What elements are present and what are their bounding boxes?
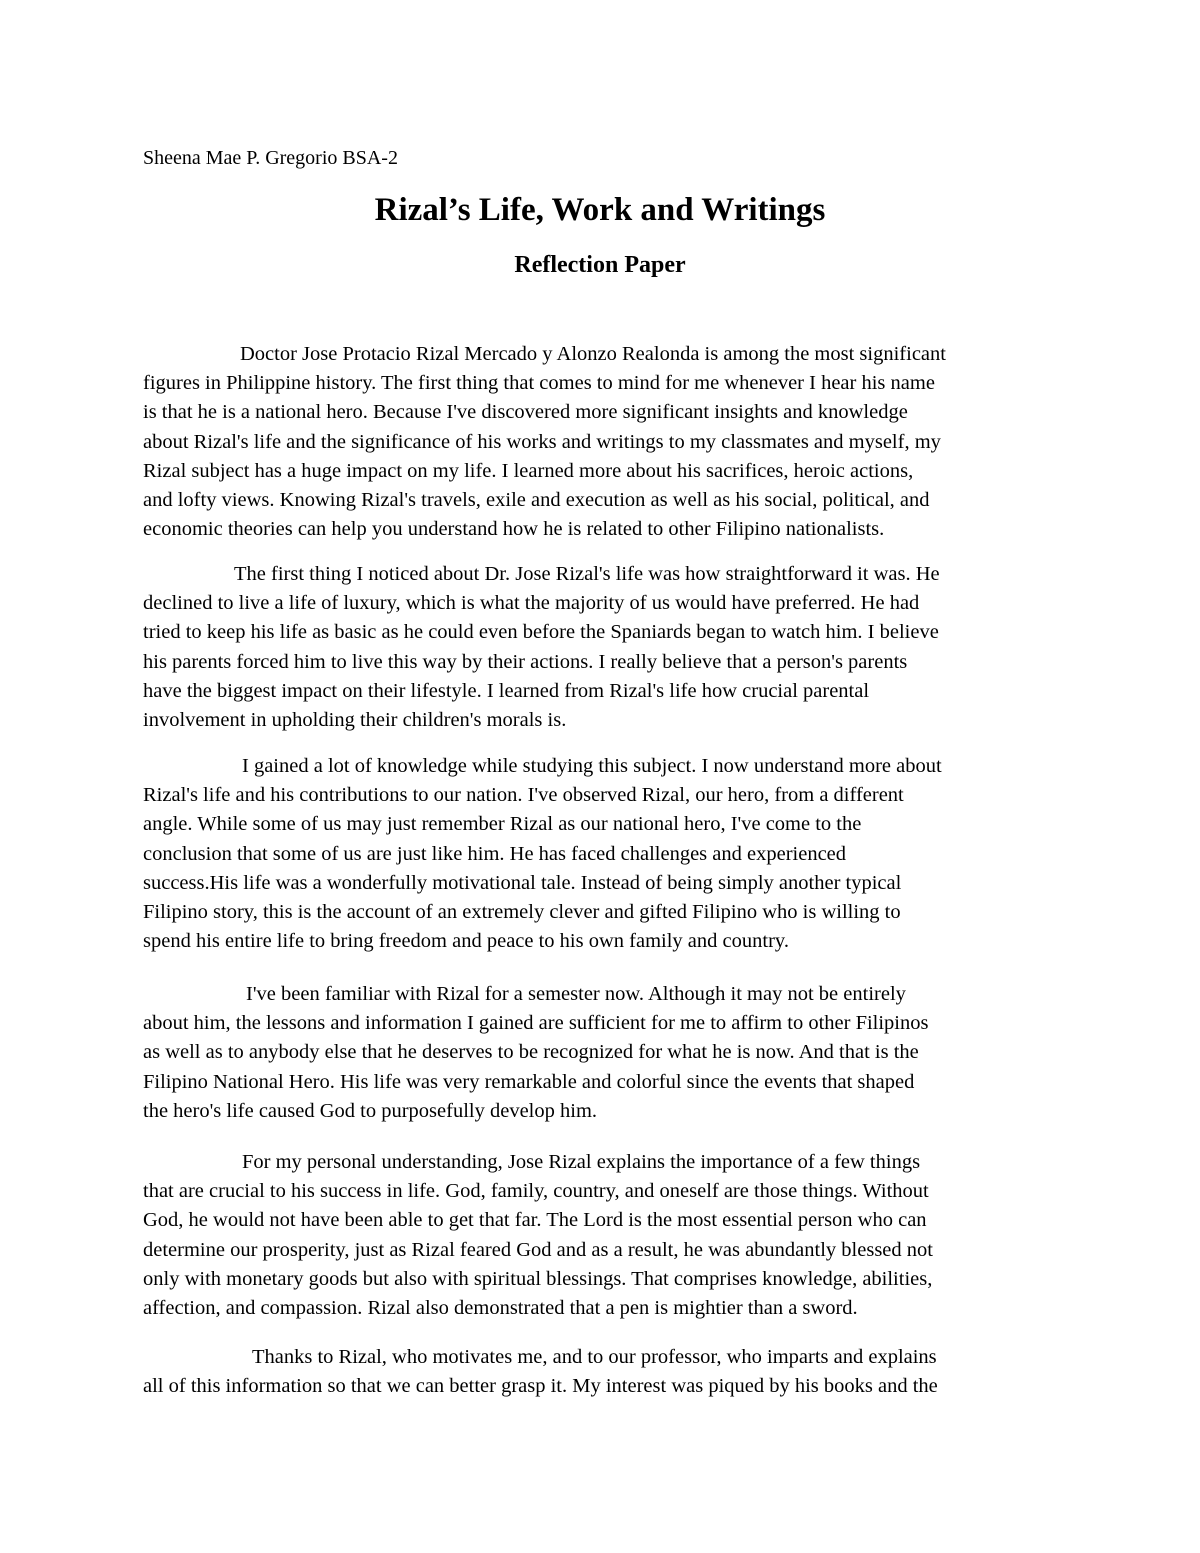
text-line: angle. While some of us may just remember Rizal as our national hero, I've come to the [143,813,862,836]
text-line: figures in Philippine history. The first thing that comes to mind for me whenever I hear his name [143,372,935,395]
text-line: declined to live a life of luxury, which is what the majority of us would have preferred. He had [143,592,920,615]
text-line: involvement in upholding their children's morals is. [143,709,567,732]
text-line: only with monetary goods but also with spiritual blessings. That comprises knowledge, abilities, [143,1267,933,1290]
paragraph [143,340,1103,544]
text-line: Rizal's life and his contributions to our nation. I've observed Rizal, our hero, from a different [143,784,904,807]
text-line: and lofty views. Knowing Rizal's travels, exile and execution as well as his social, political, and [143,489,930,512]
text-line: Doctor Jose Protacio Rizal Mercado y Alonzo Realonda is among the most significant [240,343,946,365]
text-line: For my personal understanding, Jose Rizal explains the importance of a few things [242,1151,921,1173]
paragraph [143,560,1103,735]
text-line: determine our prosperity, just as Rizal feared God and as a result, he was abundantly blessed not [143,1238,933,1261]
text-line: spend his entire life to bring freedom and peace to his own family and country. [143,930,789,953]
text-line: about him, the lessons and information I gained are sufficient for me to affirm to other Filipinos [143,1012,929,1035]
document-subtitle: Reflection Paper [514,252,686,278]
text-line: I gained a lot of knowledge while studying this subject. I now understand more about [242,755,942,777]
text-line: his parents forced him to live this way by their actions. I really believe that a person's parents [143,650,908,673]
document-title: Rizal’s Life, Work and Writings [374,192,826,228]
paragraph [143,1148,1103,1323]
text-line: affection, and compassion. Rizal also demonstrated that a pen is mightier than a sword. [143,1297,858,1320]
author-line: Sheena Mae P. Gregorio BSA-2 [143,147,398,169]
text-line: Filipino National Hero. His life was very remarkable and colorful since the events that shaped [143,1070,915,1093]
text-line: Filipino story, this is the account of an extremely clever and gifted Filipino who is willing to [143,901,901,924]
text-line: tried to keep his life as basic as he could even before the Spaniards began to watch him. I believe [143,621,939,644]
text-line: the hero's life caused God to purposefully develop him. [143,1099,598,1122]
text-line: about Rizal's life and the significance of his works and writings to my classmates and myself, my [143,430,941,453]
text-line: God, he would not have been able to get that far. The Lord is the most essential person who can [143,1209,927,1232]
text-line: that are crucial to his success in life. God, family, country, and oneself are those things. Without [143,1180,929,1203]
text-line: I've been familiar with Rizal for a semester now. Although it may not be entirely [246,983,906,1005]
text-line: Thanks to Rizal, who motivates me, and to our professor, who imparts and explains [252,1346,937,1368]
text-line: as well as to anybody else that he deserves to be recognized for what he is now. And that is the [143,1041,919,1064]
paragraph [143,980,1103,1126]
text-line: success.His life was a wonderfully motivational tale. Instead of being simply another typical [143,871,902,894]
text-line: Rizal subject has a huge impact on my life. I learned more about his sacrifices, heroic actions, [143,459,914,482]
text-line: have the biggest impact on their lifestyle. I learned from Rizal's life how crucial parental [143,679,870,702]
paragraph [143,1343,1103,1401]
text-line: economic theories can help you understand how he is related to other Filipino nationalists. [143,518,885,541]
text-line: all of this information so that we can better grasp it. My interest was piqued by his books and the [143,1375,938,1398]
text-line: The first thing I noticed about Dr. Jose Rizal's life was how straightforward it was. He [234,563,940,585]
text-line: is that he is a national hero. Because I've discovered more significant insights and knowledge [143,401,908,424]
paragraph [143,752,1103,956]
text-line: conclusion that some of us are just like him. He has faced challenges and experienced [143,842,847,865]
